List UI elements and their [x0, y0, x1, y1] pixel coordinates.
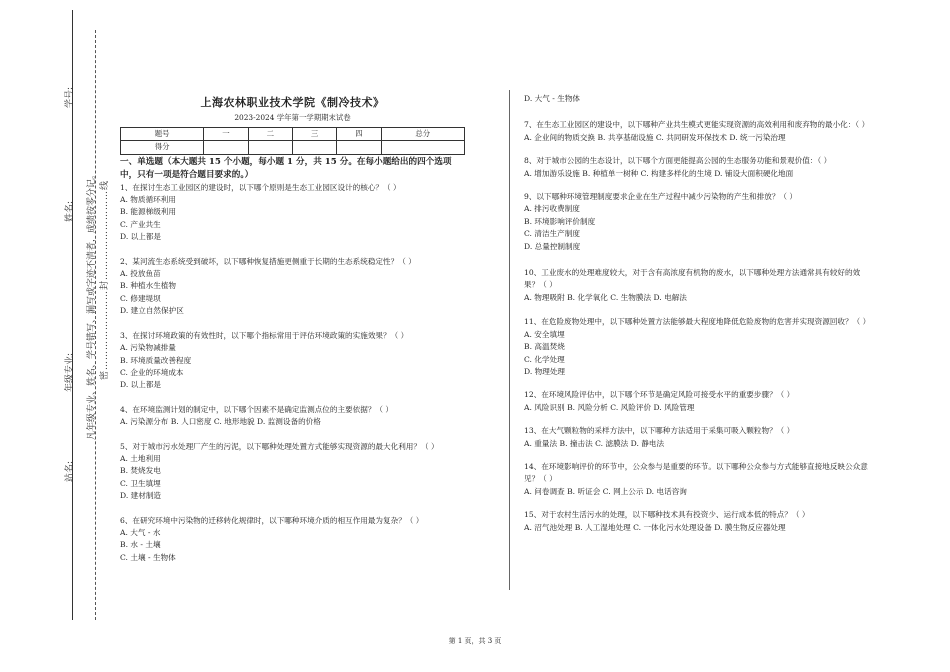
- question-block: [524, 389, 869, 414]
- answer-option[interactable]: A. 投放鱼苗: [120, 269, 161, 279]
- answer-option[interactable]: A. 排污收费制度: [524, 204, 580, 214]
- question-block: [524, 191, 869, 253]
- question-spacer: [120, 244, 465, 256]
- answer-option[interactable]: D. 以上都是: [120, 232, 162, 242]
- question-spacer: [524, 253, 869, 267]
- answer-option[interactable]: D. 总量控制制度: [524, 241, 581, 251]
- question-spacer: [524, 144, 869, 155]
- answer-option[interactable]: B. 高温焚烧: [524, 342, 565, 352]
- name-label: 姓名:: [65, 200, 75, 222]
- answer-option[interactable]: A. 问卷调查 B. 听证会 C. 网上公示 D. 电话咨询: [524, 486, 687, 496]
- score-table: [120, 127, 465, 155]
- answer-option[interactable]: C. 卫生填埋: [120, 478, 161, 488]
- question-text: 5、对于城市污水处理厂产生的污泥，以下哪种处理处置方式能够实现资源的最大化利用？（ ）: [120, 441, 439, 451]
- score-row-label: 得分: [121, 141, 204, 154]
- question-text: 8、对于城市公园的生态设计，以下哪个方面更能提高公园的生态服务功能和景观价值：（ ）: [524, 156, 832, 166]
- question-spacer: [524, 304, 869, 316]
- question-text: 11、在危险废物处理中，以下哪种处置方法能够最大程度地降低危险废物的危害并实现资源回收？（ ）: [524, 317, 871, 327]
- question-spacer: [120, 503, 465, 515]
- question-block: [524, 425, 869, 450]
- question-spacer: [524, 414, 869, 425]
- answer-option[interactable]: B. 水 - 土壤: [120, 540, 161, 550]
- question-block: [524, 155, 869, 180]
- question-spacer: [524, 105, 869, 119]
- answer-option[interactable]: C. 修建堤坝: [120, 293, 161, 303]
- question-block: [524, 509, 869, 534]
- right-column: [524, 93, 869, 534]
- question-text: 2、某河流生态系统受到破坏，以下哪种恢复措施更侧重于长期的生态系统稳定性？（ ）: [120, 256, 416, 266]
- question-block: [120, 515, 465, 565]
- question-block: [524, 119, 869, 144]
- question-text: 13、在大气颗粒物的采样方法中，以下哪种方法适用于采集可吸入颗粒物？（ ）: [524, 426, 795, 436]
- question-spacer: [120, 429, 465, 441]
- question-block: [524, 267, 869, 304]
- question-block: [524, 316, 869, 378]
- question-text: 9、以下哪种环境管理制度要求企业在生产过程中减少污染物的产生和排放？（ ）: [524, 192, 798, 202]
- answer-option[interactable]: A. 污染源分布 B. 人口密度 C. 地形地貌 D. 监测设备的价格: [120, 417, 321, 427]
- seal-line-text: 密……………………封………………………线: [100, 179, 110, 380]
- answer-option[interactable]: A. 污染物减排量: [120, 343, 176, 353]
- answer-option[interactable]: C. 产业共生: [120, 219, 161, 229]
- question-text: 12、在环境风险评估中，以下哪个环节是确定风险可接受水平的重要步骤？（ ）: [524, 390, 795, 400]
- question-spacer: [524, 498, 869, 509]
- question-text: 15、对于农村生活污水的处理，以下哪种技术具有投资少、运行成本低的特点？（ ）: [524, 510, 810, 520]
- answer-option[interactable]: A. 大气 - 水: [120, 527, 161, 537]
- left-question-list: [120, 182, 465, 565]
- score-head-cell: 题号: [121, 127, 204, 140]
- answer-option[interactable]: A. 土地利用: [120, 453, 161, 463]
- exam-title: 上海农林职业技术学院《制冷技术》: [200, 96, 385, 109]
- answer-option[interactable]: B. 环境质量改善程度: [120, 355, 192, 365]
- question-spacer: [524, 378, 869, 389]
- question-spacer: [120, 318, 465, 330]
- question-text: 1、在探讨生态工业园区的建设时，以下哪个原则是生态工业园区设计的核心？（ ）: [120, 182, 401, 192]
- answer-option[interactable]: C. 化学处理: [524, 354, 565, 364]
- question-spacer: [120, 392, 465, 404]
- answer-option[interactable]: A. 物质循环利用: [120, 195, 176, 205]
- question-text: 10、工业废水的处理难度较大，对于含有高浓度有机物的废水，以下哪种处理方法通常具有较好的效果？（ ）: [524, 268, 861, 290]
- answer-option[interactable]: D. 以上都是: [120, 380, 162, 390]
- answer-option[interactable]: A. 增加游乐设施 B. 种植单一树种 C. 构建多样化的生境 D. 铺设大面积硬化地面: [524, 168, 794, 178]
- score-head-cell: 总分: [381, 127, 464, 140]
- student-id-label: 学号:: [65, 86, 75, 108]
- question-block: [120, 404, 465, 429]
- question-text: 6、在研究环境中污染物的迁移转化规律时，以下哪种环境介质的相互作用最为复杂？（ ）: [120, 515, 424, 525]
- score-table-header-row: [121, 127, 465, 140]
- score-table-score-row: [121, 141, 465, 154]
- score-head-cell: 一: [204, 127, 248, 140]
- score-cell[interactable]: [381, 141, 464, 154]
- exam-subtitle: 2023-2024 学年第一学期期末试卷: [234, 113, 351, 123]
- question-text: 4、在环境监测计划的制定中，以下哪个因素不是确定监测点位的主要依据？（ ）: [120, 404, 394, 414]
- page-footer: 第 1 页，共 3 页: [448, 637, 502, 645]
- question-block: [120, 441, 465, 503]
- answer-option[interactable]: D. 大气 - 生物体: [524, 94, 581, 103]
- answer-option[interactable]: D. 建立自然保护区: [120, 306, 184, 316]
- section-heading: 一、单选题（本大题共 15 个小题，每小题 1 分，共 15 分。在每小题给出的四个选项中，只有一项是符合题目要求的。）: [120, 156, 452, 180]
- answer-option[interactable]: C. 企业的环境成本: [120, 367, 184, 377]
- answer-option[interactable]: A. 安全填埋: [524, 329, 565, 339]
- score-head-cell: 二: [248, 127, 292, 140]
- answer-option[interactable]: A. 物理吸附 B. 化学氧化 C. 生物膜法 D. 电解法: [524, 292, 687, 302]
- score-cell[interactable]: [292, 141, 336, 154]
- score-cell[interactable]: [204, 141, 248, 154]
- question-text: 3、在探讨环境政策的有效性时，以下哪个指标常用于评估环境政策的实施效果？（ ）: [120, 330, 409, 340]
- question-block: [120, 256, 465, 318]
- answer-option[interactable]: C. 土壤 - 生物体: [120, 552, 176, 562]
- answer-option[interactable]: D. 建材制造: [120, 491, 162, 501]
- question-block: [524, 461, 869, 498]
- notice-text: 凡年级专业、姓名、学号错写、漏写或字迹不清者，成绩按零分记。: [87, 169, 97, 440]
- answer-option[interactable]: A. 重量法 B. 撞击法 C. 滤膜法 D. 静电法: [524, 438, 665, 448]
- left-column: [120, 97, 465, 564]
- site-label: 站名:: [65, 460, 75, 482]
- score-cell[interactable]: [248, 141, 292, 154]
- answer-option[interactable]: C. 清洁生产制度: [524, 229, 580, 239]
- score-cell[interactable]: [337, 141, 381, 154]
- question-block: [120, 182, 465, 244]
- question-text: 14、在环境影响评价的环节中，公众参与是重要的环节。以下哪种公众参与方式能够直接地反映公众意见？（ ）: [524, 461, 868, 484]
- answer-option[interactable]: D. 物理处理: [524, 366, 566, 376]
- question-block: [524, 93, 869, 105]
- answer-option[interactable]: A. 企业间的物质交换 B. 共享基础设施 C. 共同研发环保技术 D. 统一污染治理: [524, 132, 786, 142]
- right-question-list: [524, 93, 869, 534]
- answer-option[interactable]: B. 环境影响评价制度: [524, 216, 596, 226]
- question-spacer: [524, 450, 869, 461]
- answer-option[interactable]: A. 风险识别 B. 风险分析 C. 风险评价 D. 风险管理: [524, 402, 695, 412]
- question-block: [120, 330, 465, 392]
- class-label: 年级专业:: [65, 352, 75, 392]
- answer-option[interactable]: B. 种植水生植物: [120, 281, 176, 291]
- answer-option[interactable]: B. 能源梯级利用: [120, 207, 176, 217]
- answer-option[interactable]: A. 沼气池处理 B. 人工湿地处理 C. 一体化污水处理设备 D. 膜生物反应器处理: [524, 522, 786, 532]
- score-head-cell: 三: [292, 127, 336, 140]
- question-text: 7、在生态工业园区的建设中，以下哪种产业共生模式更能实现资源的高效利用和废弃物的最小化：（ ）: [524, 120, 870, 130]
- answer-option[interactable]: B. 焚烧发电: [120, 466, 161, 476]
- score-head-cell: 四: [337, 127, 381, 140]
- question-spacer: [524, 180, 869, 191]
- column-divider: [509, 90, 510, 590]
